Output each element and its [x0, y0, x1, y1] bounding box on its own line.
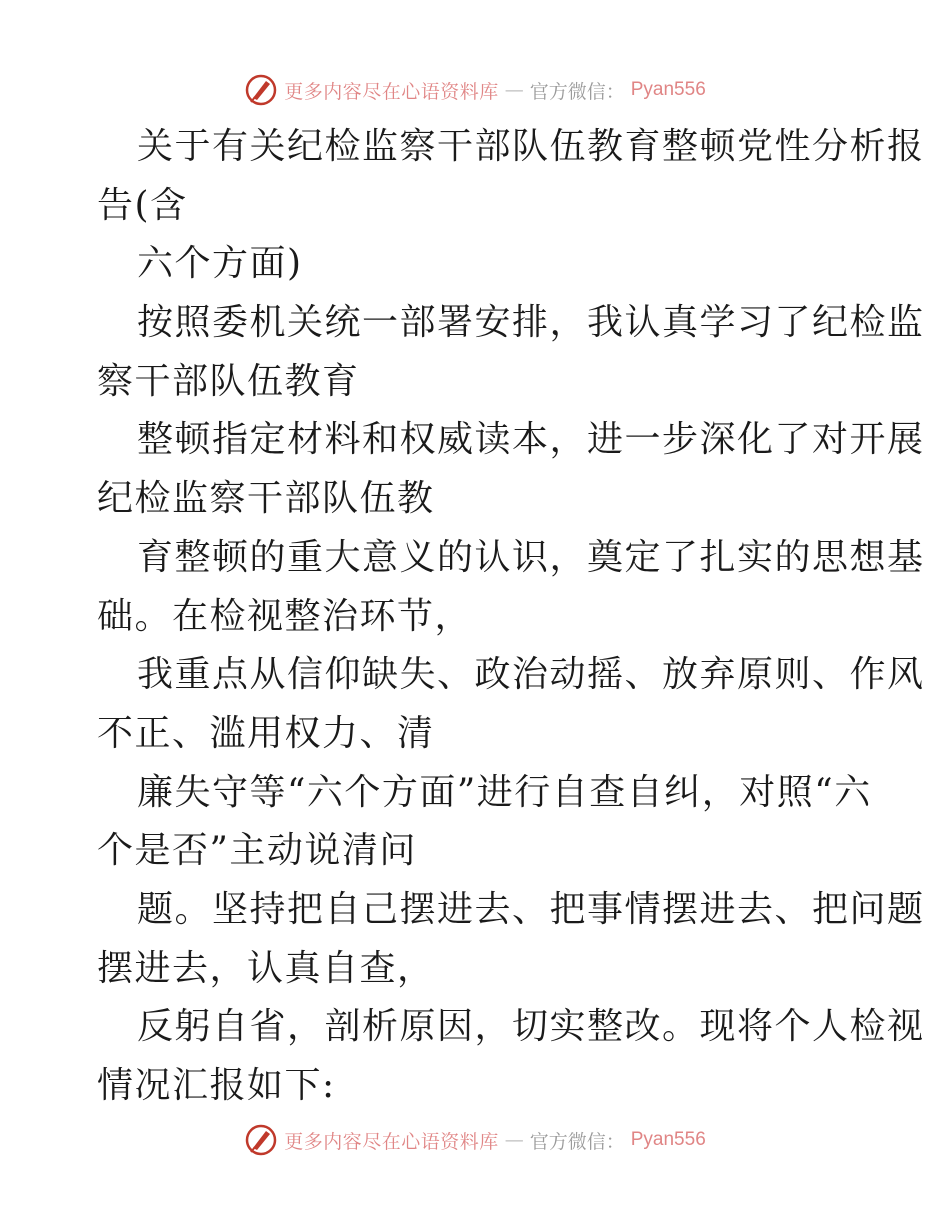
text-line: 按照委机关统一部署安排，我认真学习了纪检监 — [137, 302, 925, 344]
text-line: 整顿指定材料和权威读本，进一步深化了对开展 — [137, 419, 925, 461]
wechat-id: Pyan556 — [630, 1129, 706, 1150]
text-line: 廉失守等“六个方面”进行自查自纠，对照“六 — [137, 771, 872, 813]
text-line: 我重点从信仰缺失、政治动摇、放弃原则、作风 — [137, 654, 925, 696]
text-line: 反躬自省，剖析原因，切实整改。现将个人检视 — [137, 1006, 925, 1048]
text-line: 摆进去，认真自查， — [97, 947, 435, 989]
text-line: 题。坚持把自己摆进去、把事情摆进去、把问题 — [137, 888, 925, 930]
text-line: 关于有关纪检监察干部队伍教育整顿党性分析报 — [137, 126, 925, 167]
footer-watermark-banner — [0, 1120, 950, 1160]
wechat-id: Pyan556 — [630, 79, 706, 100]
wechat-label: 官方微信： — [529, 80, 625, 103]
text-line: 察干部队伍教育 — [97, 360, 360, 402]
quill-pen-logo-icon — [244, 1123, 278, 1157]
separator-dash: — — [504, 79, 524, 101]
text-line: 个是否”主动说清问 — [97, 830, 417, 872]
text-line: 育整顿的重大意义的认识，奠定了扎实的思想基 — [137, 536, 925, 578]
text-line: 告(含 — [97, 184, 188, 226]
text-line: 情况汇报如下: — [97, 1065, 336, 1106]
header-watermark-banner — [0, 70, 950, 110]
text-line: 不正、滥用权力、清 — [97, 712, 435, 754]
wechat-label: 官方微信： — [529, 1130, 625, 1153]
quill-pen-logo-icon — [244, 73, 278, 107]
brand-text: 更多内容尽在心语资料库 — [284, 80, 499, 103]
brand-text: 更多内容尽在心语资料库 — [284, 1130, 499, 1153]
text-line: 纪检监察干部队伍教 — [97, 478, 435, 520]
text-line: 六个方面) — [137, 243, 303, 285]
separator-dash: — — [504, 1129, 524, 1151]
text-line: 础。在检视整治环节， — [97, 595, 473, 637]
document-body — [97, 118, 925, 1116]
